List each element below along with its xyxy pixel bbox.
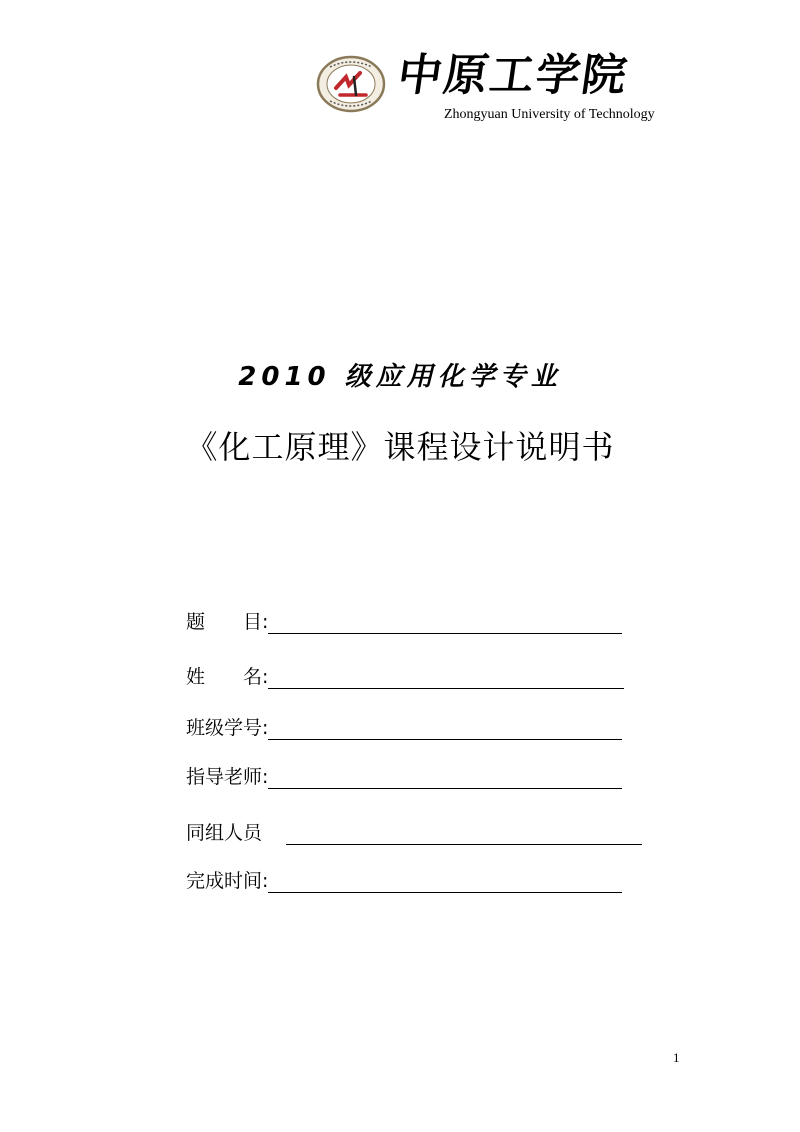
university-header bbox=[316, 50, 676, 125]
field-colon: : bbox=[262, 611, 269, 633]
field-colon: : bbox=[262, 870, 269, 892]
completion-time-blank-line[interactable] bbox=[268, 870, 622, 893]
field-label: 姓 名 bbox=[186, 666, 263, 688]
group-members-blank-line[interactable] bbox=[286, 822, 642, 845]
field-label: 完成时间 bbox=[186, 870, 263, 892]
field-colon: : bbox=[262, 766, 269, 788]
university-name-cn: 中原工学院 bbox=[394, 50, 632, 101]
document-title: 《化工原理》课程设计说明书 bbox=[185, 428, 615, 466]
title-blank-line[interactable] bbox=[268, 611, 622, 634]
field-colon: : bbox=[262, 717, 269, 739]
form-row-class-id bbox=[186, 710, 622, 740]
class-id-blank-line[interactable] bbox=[268, 717, 622, 740]
major-heading: 2010 级应用化学专业 bbox=[238, 362, 562, 392]
form-row-completion-time bbox=[186, 863, 622, 893]
field-label: 题 目 bbox=[186, 611, 263, 633]
form-row-group-members bbox=[186, 815, 642, 845]
university-name-en: Zhongyuan University of Technology bbox=[444, 107, 655, 122]
form-row-name bbox=[186, 659, 624, 689]
field-label: 班级学号 bbox=[186, 717, 263, 739]
field-label: 同组人员 bbox=[186, 822, 263, 844]
form-row-advisor bbox=[186, 759, 622, 789]
name-blank-line[interactable] bbox=[268, 666, 624, 689]
university-seal-icon bbox=[316, 55, 386, 113]
page-number: 1 bbox=[673, 1050, 680, 1065]
field-colon: : bbox=[262, 666, 269, 688]
form-row-title bbox=[186, 604, 622, 634]
advisor-blank-line[interactable] bbox=[268, 766, 622, 789]
field-label: 指导老师 bbox=[186, 766, 263, 788]
